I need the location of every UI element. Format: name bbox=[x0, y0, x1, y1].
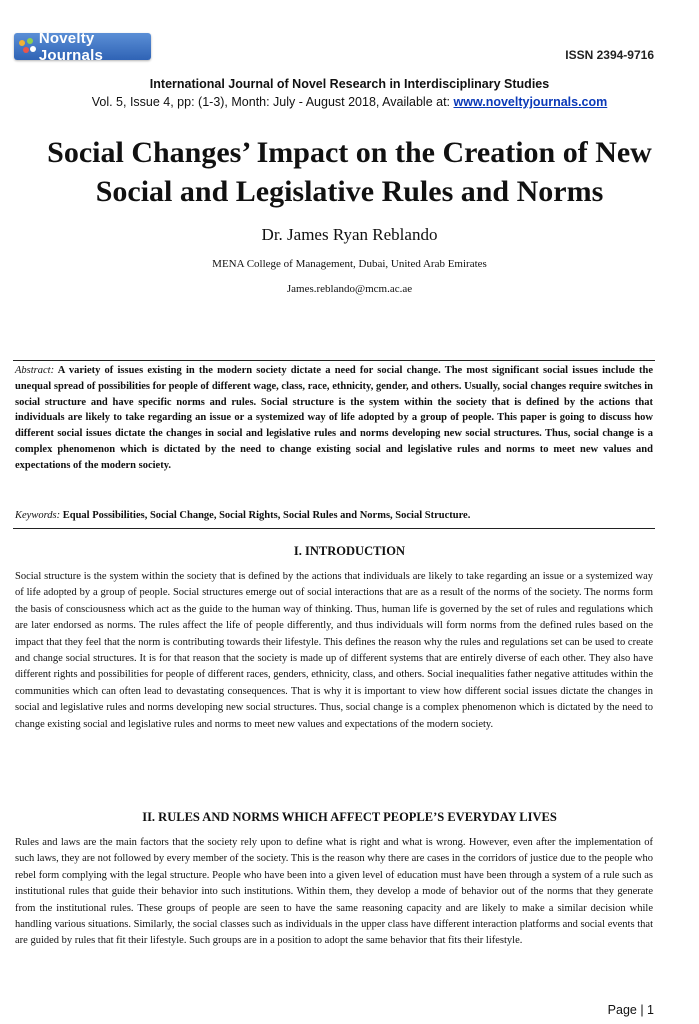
abstract-text: A variety of issues existing in the modern society dictate a need for social change. The most significant social issues include the unequal spread of possibilities for people of different wage, class, race, ethnicity, gender, and others. Usually, social changes require switches in social structure and have specific norms and rules. Social structure is the system within the society that is defined by the actions that individuals are likely to take regarding an issue or a systemized way of life adopted by a group of people. This paper is going to discuss how different social issues dictate the changes in social and legislative rules and norms developing new social structures. Thus, social change is a complex phenomenon which is dictated by the need to change existing social and legislative rules and norms to meet new values and expectations of the modern society. bbox=[15, 365, 653, 471]
logo-dots-icon bbox=[17, 36, 37, 58]
paper-title bbox=[0, 133, 699, 211]
page-number: Page | 1 bbox=[607, 1003, 654, 1017]
keywords-block bbox=[15, 510, 653, 521]
abstract-top-rule bbox=[13, 360, 655, 361]
journal-name: International Journal of Novel Research in Interdisciplinary Studies bbox=[149, 77, 550, 91]
introduction-paragraph: Social structure is the system within the society that is defined by the actions that individuals are likely to take regarding an issue or a systemized way of life adopted by a group of people. Social structures emerge out of social interactions that are as a result of the norms of the society. The norms form the basis of consciousness which act as the guide to the human way of thinking. Thus, human life is governed by the set of rules and regulations which are later endorsed as norms. The rules affect the life of people differently, and thus individuals will form norms from the defined rules based on the impact that they feel that the norm is contributing towards their lifestyle. This defines the reason why the rules and regulations set can be used to create and change social structures. It is for that reason that the society is made up of different systems that are entirely diverse of each other. They also have different rights and possibilities for people of different races, genders, ethnicity, class, and others. Social inequalities father negative attitudes within the communities which can often lead to devastating consequences. That is why it is important to view how different social issues dictate the changes in social and legislative rules and norms developing new social structures. Thus, social change is a complex phenomenon which is dictated by the need to change existing social and legislative rules and norms to meet new values and expectations of the modern society. bbox=[15, 571, 653, 730]
title-line-2: Social and Legislative Rules and Norms bbox=[95, 175, 604, 208]
logo-text: Novelty Journals bbox=[38, 29, 103, 64]
volume-info bbox=[0, 95, 699, 109]
keywords-text: Equal Possibilities, Social Change, Social Rights, Social Rules and Norms, Social Structure. bbox=[62, 510, 471, 521]
author-email[interactable]: James.reblando@mcm.ac.ae bbox=[286, 283, 413, 295]
issn-number: ISSN 2394-9716 bbox=[565, 48, 654, 62]
abstract-label: Abstract: bbox=[15, 365, 55, 376]
author-name: Dr. James Ryan Reblando bbox=[261, 225, 438, 244]
keywords-label: Keywords: bbox=[15, 510, 61, 521]
section-heading-introduction: I. INTRODUCTION bbox=[293, 544, 406, 558]
author-affiliation: MENA College of Management, Dubai, United Arab Emirates bbox=[212, 258, 487, 270]
volume-text: Vol. 5, Issue 4, pp: (1-3), Month: July - August 2018, Available at: bbox=[91, 95, 454, 109]
abstract-bottom-rule bbox=[13, 528, 655, 529]
section-heading-rules-and-norms: II. RULES AND NORMS WHICH AFFECT PEOPLE’S EVERYDAY LIVES bbox=[142, 810, 557, 824]
title-line-1: Social Changes’ Impact on the Creation of New bbox=[47, 136, 652, 169]
abstract-block bbox=[15, 363, 653, 474]
rules-and-norms-paragraph: Rules and laws are the main factors that the society rely upon to define what is right and what is wrong. However, even after the implementation of such laws, they are not followed by every member of the society. This is the reason why there are cases in the corridors of justice due to the people who rebel form complying with the legal structure. People who have been into a given level of education must have been through a system of a rule such as institutional rules that guide their behavior into such institutions. Within them, they develop a mode of behavior out of the norms that they generate from the institutional rules. These groups of people are seen to have the same reasoning capacity and are likely to make a similar decision while handling various situations. Similarly, the social classes such as individuals in the upper class have different interaction platforms and social events that are guided by rules that fit their lifestyle. Such groups are in a position to adopt the same behavior that fits their lifestyle. bbox=[15, 837, 653, 947]
novelty-journals-logo[interactable] bbox=[14, 29, 151, 64]
journal-website-link[interactable]: www.noveltyjournals.com bbox=[453, 95, 608, 109]
